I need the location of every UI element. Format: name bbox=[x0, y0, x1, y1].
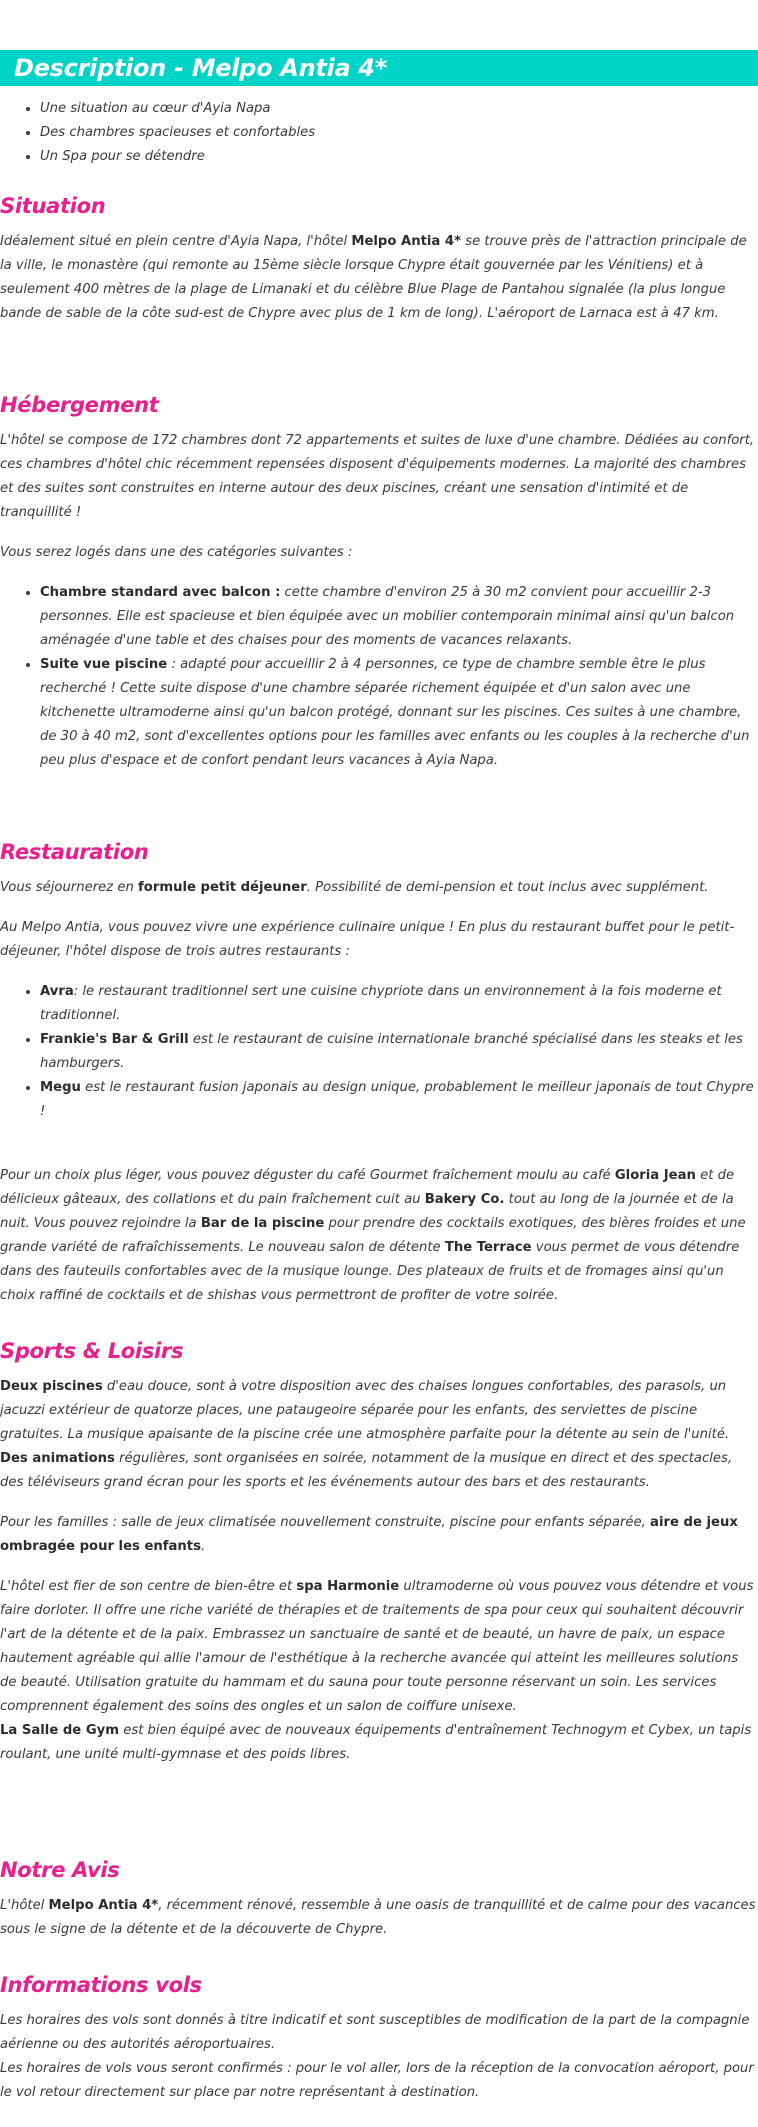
section-heading-sports: Sports & Loisirs bbox=[0, 1339, 184, 1363]
text-span: Pour un choix plus léger, vous pouvez déguster du café Gourmet fraîchement moulu au café bbox=[0, 1168, 615, 1183]
text-span: L'hôtel est fier de son centre de bien-être et bbox=[0, 1579, 297, 1594]
text-span: Idéalement situé en plein centre d'Ayia Napa, l'hôtel bbox=[0, 234, 352, 249]
sports-paragraph bbox=[0, 1375, 758, 1495]
facility-name: Des animations bbox=[0, 1451, 115, 1466]
text-span: ultramoderne où vous pouvez vous détendre et vous faire dorloter. Il offre une riche variété de thérapies et de traitements de spa pour ceux qui souhaitent découvrir l'art de la détente et de la paix. Embrassez un sanctuaire de santé et de beauté, un havre de paix, un espace hautement agréable qui allie l'amour de l'esthétique à la recherche avancée qui atteint les meilleures solutions de beauté. Utilisation gratuite du hammam et du sauna pour toute personne réservant un soin. Les services comprennent également des soins des ongles et un salon de coiffure unisexe. bbox=[0, 1579, 754, 1714]
facility-name: La Salle de Gym bbox=[0, 1723, 120, 1738]
highlights-list bbox=[0, 97, 758, 169]
text-span: et de délicieux gâteaux, des collations et du pain fraîchement cuit au bbox=[0, 1168, 735, 1207]
restaurant-name: Avra bbox=[40, 984, 74, 999]
venue-name: Gloria Jean bbox=[614, 1168, 696, 1183]
list-item: • Une situation au cœur d'Ayia Napa bbox=[40, 97, 758, 121]
hebergement-paragraph: L'hôtel se compose de 172 chambres dont 72 appartements et suites de luxe d'une chambre. Dédiées au confort, ces chambres d'hôtel chic récemment repensées disposent d'équipements modernes. La majorité des chambres et des suites sont construites en interne autour des deux piscines, créant une sensation d'intimité et de tranquillité ! bbox=[0, 433, 755, 520]
room-types-list bbox=[0, 581, 758, 773]
restaurant-name: Megu bbox=[40, 1080, 81, 1095]
section-heading-situation: Situation bbox=[0, 194, 106, 218]
sports-families-paragraph bbox=[0, 1511, 758, 1559]
list-item bbox=[40, 1076, 758, 1124]
text-span: pour prendre des cocktails exotiques, des bières froides et une grande variété de rafraîchissements. Le nouveau salon de détente bbox=[0, 1216, 746, 1255]
section-heading-vols: Informations vols bbox=[0, 1973, 202, 1997]
text-span: Les horaires des vols sont donnés à titre indicatif et sont susceptibles de modification de la part de la compagnie aérienne ou des autorités aéroportuaires. bbox=[0, 2013, 750, 2052]
section-heading-avis: Notre Avis bbox=[0, 1858, 120, 1882]
hotel-name: Melpo Antia 4* bbox=[351, 234, 461, 249]
text-span: régulières, sont organisées en soirée, notamment de la musique en direct et des spectacles, des téléviseurs grand écran pour les sports et les événements autour des bars et des restaurants. bbox=[0, 1451, 733, 1490]
restaurants-list bbox=[0, 980, 758, 1124]
text-span: . Possibilité de demi-pension et tout inclus avec supplément. bbox=[306, 880, 709, 895]
restauration-formule bbox=[0, 876, 758, 900]
list-item: • Un Spa pour se détendre bbox=[40, 145, 758, 169]
text-span: Vous séjournerez en bbox=[0, 880, 139, 895]
text-span: se trouve près de l'attraction principale de la ville, le monastère (qui remonte au 15ème siècle lorsque Chypre était gouvernée par les Vénitiens) et à seulement 400 mètres de la plage de Limanaki et du célèbre Blue Plage de Pantahou signalée (la plus longue bande de sable de la côte sud-est de Chypre avec plus de 1 km de long). L'aéroport de Larnaca est à 47 km. bbox=[0, 234, 747, 321]
list-item bbox=[40, 1028, 758, 1076]
facility-name: Deux piscines bbox=[0, 1379, 103, 1394]
avis-paragraph bbox=[0, 1894, 758, 1942]
description-banner bbox=[0, 50, 758, 86]
venue-name: The Terrace bbox=[444, 1240, 532, 1255]
text-span: Pour les familles : salle de jeux climatisée nouvellement construite, piscine pour enfants séparée, bbox=[0, 1515, 651, 1530]
text-span: Les horaires de vols vous seront confirmés : pour le vol aller, lors de la réception de la convocation aéroport, pour le vol retour directement sur place par notre représentant à destination. bbox=[0, 2061, 754, 2100]
room-name: Suite vue piscine bbox=[40, 657, 168, 672]
sports-spa-paragraph bbox=[0, 1575, 758, 1767]
board-type: formule petit déjeuner bbox=[138, 880, 307, 895]
text-span: d'eau douce, sont à votre disposition avec des chaises longues confortables, des parasols, un jacuzzi extérieur de quatorze places, une pataugeoire séparée pour les enfants, des serviettes de piscine gratuites. La musique apaisante de la piscine crée une atmosphère parfaite pour la détente au sein de l'unité. bbox=[0, 1379, 730, 1442]
restaurant-name: Frankie's Bar & Grill bbox=[40, 1032, 189, 1047]
restaurant-description: est le restaurant de cuisine internationale branché spécialisé dans les steaks et les hamburgers. bbox=[40, 1032, 743, 1071]
restaurant-description: : le restaurant traditionnel sert une cuisine chypriote dans un environnement à la fois moderne et traditionnel. bbox=[40, 984, 722, 1023]
text-span: tout au long de la journée et de la nuit. Vous pouvez rejoindre la bbox=[0, 1192, 734, 1231]
hebergement-categories-intro: Vous serez logés dans une des catégories suivantes : bbox=[0, 545, 353, 560]
restauration-intro: Au Melpo Antia, vous pouvez vivre une expérience culinaire unique ! En plus du restaurant buffet pour le petit-déjeuner, l'hôtel dispose de trois autres restaurants : bbox=[0, 920, 735, 959]
restaurant-description: est le restaurant fusion japonais au design unique, probablement le meilleur japonais de tout Chypre ! bbox=[40, 1080, 754, 1119]
list-item bbox=[40, 581, 758, 653]
room-description: : adapté pour accueillir 2 à 4 personnes, ce type de chambre semble être le plus recherché ! Cette suite dispose d'une chambre séparée richement équipée et d'un salon avec une kitchenette ultramoderne ainsi qu'un balcon protégé, donnant sur les piscines. Ces suites à une chambre, de 30 à 40 m2, sont d'excellentes options pour les familles avec enfants ou les couples à la recherche d'un peu plus d'espace et de confort pendant leurs vacances à Ayia Napa. bbox=[40, 657, 750, 768]
text-span: . bbox=[200, 1539, 206, 1554]
room-description: cette chambre d'environ 25 à 30 m2 convient pour accueillir 2-3 personnes. Elle est spacieuse et bien équipée avec un mobilier contemporain minimal ainsi qu'un balcon aménagée d'une table et des chaises pour des moments de vacances relaxants. bbox=[40, 585, 735, 648]
page-title: Description - Melpo Antia 4* bbox=[14, 54, 388, 82]
text-span: vous permet de vous détendre dans des fauteuils confortables avec de la musique lounge. Des plateaux de fruits et de fromages ainsi qu'un choix raffiné de cocktails et de shishas vous permettront de profiter de votre soirée. bbox=[0, 1240, 740, 1303]
hotel-name: Melpo Antia 4* bbox=[48, 1898, 159, 1913]
facility-name: spa Harmonie bbox=[296, 1579, 400, 1594]
section-heading-restauration: Restauration bbox=[0, 840, 149, 864]
text-span: L'hôtel bbox=[0, 1898, 49, 1913]
list-item bbox=[40, 653, 758, 773]
facility-name: aire de jeux ombragée pour les enfants bbox=[0, 1515, 738, 1554]
room-name: Chambre standard avec balcon : bbox=[40, 585, 281, 600]
text-span: est bien équipé avec de nouveaux équipements d'entraînement Technogym et Cybex, un tapis roulant, une unité multi-gymnase et des poids libres. bbox=[0, 1723, 752, 1762]
list-item: • Des chambres spacieuses et confortables bbox=[40, 121, 758, 145]
text-span: , récemment rénové, ressemble à une oasis de tranquillité et de calme pour des vacances sous le signe de la détente et de la découverte de Chypre. bbox=[0, 1898, 756, 1937]
venue-name: Bakery Co. bbox=[424, 1192, 505, 1207]
restauration-bars-paragraph bbox=[0, 1164, 758, 1308]
situation-paragraph bbox=[0, 230, 758, 326]
section-heading-hebergement: Hébergement bbox=[0, 393, 159, 417]
vols-paragraph bbox=[0, 2009, 758, 2105]
list-item bbox=[40, 980, 758, 1028]
venue-name: Bar de la piscine bbox=[200, 1216, 325, 1231]
